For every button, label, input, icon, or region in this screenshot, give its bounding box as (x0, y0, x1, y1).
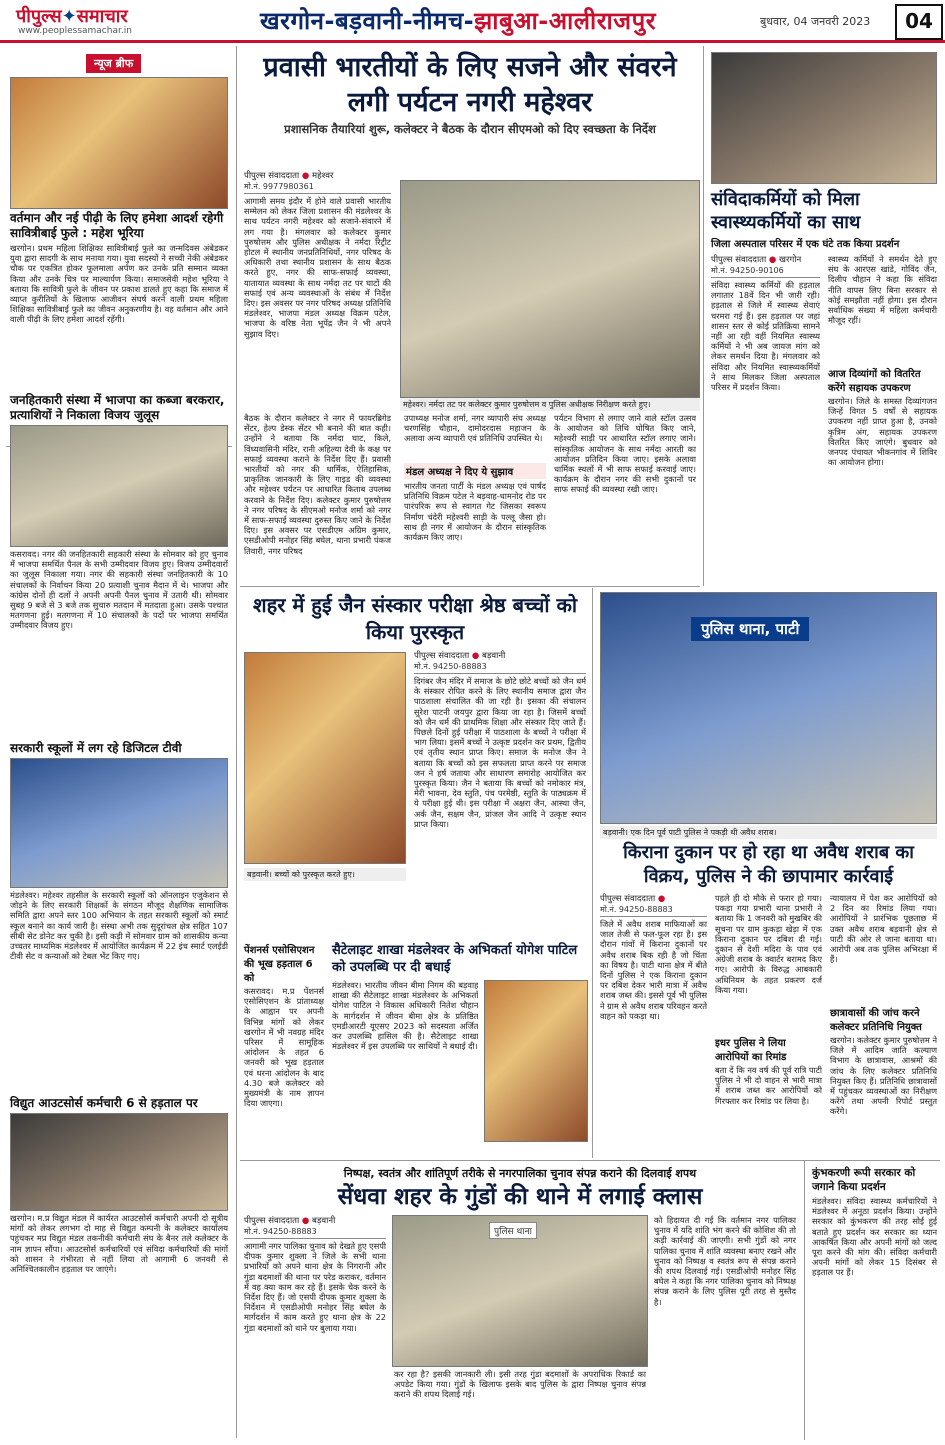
kumbhkaran-protest-story (808, 1164, 941, 1440)
sendhwa-story (240, 1164, 800, 1440)
sendhwa-headline[interactable]: सेंधवा शहर के गुंडों की थाने में लगाई क्लास (337, 1184, 703, 1210)
victory-procession-photo (10, 425, 228, 547)
kumbhkaran-body: मंडलेश्वर। संविदा स्वास्थ्य कर्मचारियों ने मंडलेश्वर में अनूठा प्रदर्शन किया। उन्होंने सरकार को कुंभकरण की तरह सोई हुई बताते हुए प्रदर्शन कर सरकार का ध्यान आकर्षित किया और अपनी मांगों को जल्द पूरा करने की मांग की। संविदा कर्मचारी अपनी मांगों को लेकर 15 दिसंबर से हड़ताल पर हैं। (812, 1196, 937, 1278)
liquor-phone: मो.नं. 94250-88883 (600, 904, 707, 917)
lead-headline[interactable]: प्रवासी भारतीयों के लिए सजने और संवरने लगी पर्यटन नगरी महेश्वर (263, 52, 677, 118)
byline-author: पीपुल्स संवाददाता (244, 1216, 300, 1226)
sendhwa-police-class-photo (392, 1215, 648, 1367)
liquor-body-part1: जिले में अवैध शराब माफियाओं का जाल तेजी से फल-फूल रहा है। इस दौरान गांवों में किराना दुकानों पर अवैध शराब बिक रही है जो चिंता का विषय है। पाटी थाना क्षेत्र में बीते दिनों पुलिस ने एक किराना दुकान पर दबिश देकर भारी मात्रा में अवैध शराब जब्त की। इससे पूर्व भी पुलिस ने ग्राम से अवैध शराब परिवहन करते वाहन को पकड़ा था। (600, 919, 707, 1021)
jain-byline (414, 650, 586, 661)
sendhwa-body-part2: कर रहा है? इसकी जानकारी ली। इसी तरह गुंडा बदमाशों के अपराधिक रिकार्ड का अपडेट किया गया। गुंडों के खिलाफ इसके बाद पुलिस के द्वारा निष्पक्ष चुनाव संपन्न कराने की शपथ दिलाई गई। (394, 1369, 646, 1400)
newspaper-logo[interactable] (16, 4, 128, 28)
pati-police-station-photo (600, 592, 937, 824)
health-body-part1: संविदा स्वास्थ्य कर्मियों की हड़ताल लगातार 18वें दिन भी जारी रही। हड़ताल से जिले में स्वास्थ्य सेवाएं चरमरा गई हैं। इस हड़ताल पर जहां शासन स्तर से कोई प्रतिक्रिया सामने नहीं आ रही वहीं नियमित स्वास्थ्य कर्मियों ने भी अब जायज मांग को लेकर समर्थन दिया है। मंगलवार को संविदा और नियमित स्वास्थ्यकर्मियों ने साथ मिलकर जिला अस्पताल परिसर में प्रदर्शन किया। (711, 280, 820, 393)
satellite-headline[interactable]: सैटेलाइट शाखा मंडलेश्वर के अभिकर्ता योगेश पाटिल को उपलब्धि पर दी बधाई (332, 943, 578, 975)
divider (240, 1160, 940, 1161)
hostel-subhead: छात्रावासों की जांच करने कलेक्टर प्रतिनिधि नियुक्त (830, 1008, 922, 1033)
outsource-employees-photo (10, 1113, 228, 1211)
byline-place: बड़वानी (312, 1216, 336, 1226)
lead-body-part5: पर्यटन विभाग से लगाए जाने वाले स्टॉल उत्सव के आयोजन को तिथि घोषित किए जाने, महेश्वरी साड़ी पर आधारित स्टॉल लगाए जाने। सांस्कृतिक आयोजन के साथ नर्मदा आरती का आयोजन प्रतिदिन किया जाए। इसके अलावा धार्मिक स्थलों में भी साफ सफाई करवाई जाए। कार्यक्रम के दौरान नगर की सभी दुकानों पर साफ सफाई की व्यवस्था रखी जाए। (554, 413, 696, 495)
yogesh-patil-portrait (484, 980, 588, 1142)
lead-phone: मो.नं. 9977980361 (244, 181, 391, 194)
region-banner (260, 4, 656, 37)
health-deck: जिला अस्पताल परिसर में एक घंटे तक किया प्रदर्शन (711, 239, 900, 250)
story-jankalyan-body: कसरावद। नगर की जनहितकारी सहकारी संस्था के सोमवार को हुए चुनाव में भाजपा समर्थित पैनल के सभी उम्मीदवार विजय हुए। विजय उम्मीदवारों का जुलूस निकाला गया। नगर की सहकारी संस्था जनहितकारी के 10 संचालकों के निर्वाचन किया 20 प्रत्याशी चुनाव मैदान में थे। भाजपा और कांग्रेस दोनों ही दलों ने अपनी अपनी पैनल चुनाव में उतारी थी। सोमवार सुबह 9 बजे से 3 बजे तक सुचारु मतदान में मतदाता हुआ। उसके पश्चात मतगणना हुई। मतगणना में 10 संचालकों के पदों पर भाजपा समर्थित उम्मीदवार विजय हुए। (10, 549, 228, 631)
byline-place: महेश्वर (312, 171, 334, 181)
lead-deck: प्रशासनिक तैयारियां शुरू, कलेक्टर ने बैठक के दौरान सीएमओ को दिए स्वच्छता के निर्देश (284, 122, 656, 136)
byline-dot-icon: ● (301, 1216, 310, 1226)
story-digital-tv-body: मंडलेश्वर। महेश्वर तहसील के सरकारी स्कूलों को ऑनलाइन एजुकेशन से जोड़ने के लिए सरकारी शिक्षकों के संगठन मौजूद शैक्षणिक सामाजिक समिति द्वारा अपने स्तर 100 अभियान के तहत सरकारी स्कूलों को स्मार्ट स्कूल बनाने का कार्य जारी है। संस्था अभी तक सुदूरांचल क्षेत्र सहित 107 सीबी सेट डोनेट कर चुकी है। इसी कड़ी में सोमवार ग्राम को शासकीय कन्या उच्चतर माध्यमिक मंडलेश्वर में आयोजित कार्यक्रम में 22 इंच स्मार्ट एलईडी टीवी सेट व कन्याओं को टेबल भेंट किए गए। (10, 890, 228, 962)
jain-phone: मो.नं. 94250-88883 (414, 661, 586, 674)
page-number: 04 (895, 4, 943, 40)
satellite-body: मंडलेश्वर। भारतीय जीवन बीमा निगम की बड़वाह शाखा की सैटेलाइट शाखा मंडलेश्वर के अभिकर्ता योगेश पाटिल ने विकास अधिकारी नितेश चौहान के मार्गदर्शन में जीवन बीमा क्षेत्र के प्रतिष्ठित एमडीआरटी यूएसए 2023 को सदस्यता अर्जित कर उपलब्धि हासिल की है। सैटेलाइट शाखा मंडलेश्वर में इस उपलब्धि पर साथियों ने बधाई दी। (332, 980, 479, 1052)
sendhwa-body-part1: आगामी नगर पालिका चुनाव को देखते हुए एसपी दीपक कुमार शुक्ला ने जिले के सभी थाना प्रभारियों को अपने थाना क्षेत्र के निगरानी और गुंडा बदमाशों की थाना पर परेड कराकर, वर्तमान में वह क्या काम कर रहे हैं। इसके चेक करने के निर्देश दिए हैं। जो एसपी दीपक कुमार शुक्ला के निर्देशन में एसडीओपी मनोहर सिंह बघेल के मार्गदर्शन में काम करते हुए थाना क्षेत्र के 22 गुंडा बदमाशों को थाने पर बुलाया गया। (244, 1241, 386, 1333)
jain-body: दिगंबर जैन मंदिर में समाज के छोटे छोटे बच्चों को जैन धर्म के संस्कार रोपित करने के लिए स्थानीय समाज द्वारा जैन पाठशाला संचालित की जा रही है। इसका की संचालन सुरेश पाटनी जयपुर द्वारा किया जा रहा है। जिसमें बच्चों को जैन धर्म की प्राथमिक शिक्षा और संस्कार दिए जाते हैं। पिछले दिनों हुई परीक्षा में पाठशाला के बच्चों ने परीक्षा में भाग लिया। इसमें बच्चों ने उत्कृष्ट प्रदर्शन कर प्रथम, द्वितीय एवं तृतीय स्थान प्राप्त किए। समाज के मनोज जैन ने बताया कि बच्चों को इस सफलता प्राप्त करने पर समाज जन ने हर्ष जताया और साधारण समारोह आयोजित कर पुरस्कृत किया। जैन ने बताया कि बच्चों को नमोकार मंत्र, मेरी भावना, देव स्तुति, पंच परमेष्ठी, स्तुति के पाठ्यक्रम में ये परीक्षा हुई थी। इस परीक्षा में अक्षरा जैन, आस्था जैन, अर्क जैन, सक्षम जैन, प्रांजल जैन आदि ने उत्कृष्ट स्थान प्राप्त किया। (414, 676, 586, 829)
liquor-subhead: इधर पुलिस ने लिया आरोपियों का रिमांड (715, 1038, 787, 1063)
health-byline (711, 254, 820, 265)
pensioners-headline[interactable]: पेंशनर्स एसोसिएशन की भूख हड़ताल 6 को (244, 945, 315, 984)
byline-author: पीपुल्स संवाददाता (600, 894, 656, 904)
logo-separator-icon: ✦ (61, 6, 77, 27)
byline-place: बड़वानी (482, 651, 506, 661)
left-column (6, 48, 232, 1440)
illegal-liquor-story (596, 590, 941, 1150)
lead-byline (244, 170, 391, 181)
column-divider (236, 46, 237, 1438)
edition-date: बुधवार, 04 जनवरी 2023 (760, 15, 871, 28)
liquor-body-part4: न्यायालय में पेश कर आरोपियों को 2 दिन का रिमांड लिया गया। आरोपियों ने प्रारंभिक पूछताछ में उक्त अवैध शराब बड़वानी क्षेत्र से पाटी की ओर ले जाना बताया था। आरोपी अब तक पुलिस अभिरक्षा में हैं। (830, 893, 937, 965)
story-savitribai-body: खरगोन। प्रथम महिला शिक्षिका सावित्रीबाई फुले का जन्मदिवस अंबेडकर युवा द्वारा सादगी के साथ मनाया गया। युवा सदस्यों ने सच्ची नेकी अंबेडकर चौक पर एकत्रित होकर फूलमाला अर्पण कर उनके प्रति सम्मान व्यक्त किया और उनके चित्र पर माल्यार्पण किया। समाजसेवी महेश भूरिया ने बताया कि सावित्री फुले के जीवन पर प्रकाश डालते हुए कहा कि समाज में व्याप्त कुरीतियों के खिलाफ आजीवन संघर्ष करने वाली प्रथम महिला शिक्षिका सावित्रीबाई फुले का जीवन अनुकरणीय है। वह वर्तमान और आने वाली पीढ़ी के लिए हमेशा आदर्श रहेंगी। (10, 243, 228, 325)
collector-inspection-photo (400, 180, 700, 398)
story-outsource-strike-headline[interactable]: विद्युत आउटसोर्स कर्मचारी 6 से हड़ताल पर (10, 1096, 198, 1110)
lead-body-part2: बैठक के दौरान कलेक्टर ने नगर में फायरब्रिगेड सेंटर, हेल्प डेस्क सेंटर भी बनाने की बात कही। उन्होंने ने बताया कि नर्मदा घाट, किले, विंध्यवासिनी मंदिर, रानी अहिल्या देवी के कक्ष पर सफाई व्यवस्था कराने के निर्देश दिए हैं। प्रवासी भारतीयों को नगर की धार्मिक, ऐतिहासिक, प्राकृतिक जानकारी के लिए गाइड की व्यवस्था और महेश्वर पर्यटन पर आधारित किताब उपलब्ध करवाने के निर्देश दिए। कलेक्टर कुमार पुरुषोत्तम ने नगर परिषद के सीएमओ मनोज शर्मा को नगर में साफ-सफाई व्यवस्था दुरुस्त किए जाने के निर्देश दिए। इस अवसर पर एसडीएम अग्रिम कुमार, एसडीओपी मनोहर सिंह बघेल, थाना प्रभारी पंकज तिवारी, नगर परिषद (244, 413, 391, 556)
logo-right: समाचार (76, 6, 128, 27)
liquor-headline[interactable]: किराना दुकान पर हो रहा था अवैध शराब का विक्रय, पुलिस ने की छापामार कार्रवाई (623, 842, 914, 887)
jain-headline[interactable]: शहर में हुई जैन संस्कार परीक्षा श्रेष्ठ बच्चों को किया पुरस्कृत (252, 593, 578, 644)
lead-subhead: मंडल अध्यक्ष ने दिए ये सुझाव (404, 463, 546, 479)
byline-author: पीपुल्स संवाददाता (414, 651, 470, 661)
logo-left: पीपुल्स (16, 6, 62, 27)
story-jankalyan-headline[interactable]: जनहितकारी संस्था में भाजपा का कब्जा बरकरार, प्रत्याशियों ने निकाला विजय जुलूस (10, 393, 225, 422)
news-brief-tag: न्यूज ब्रीफ (86, 54, 141, 73)
satellite-branch-block (240, 940, 590, 1158)
police-station-sign: पुलिस थाना, पाटी (691, 617, 809, 641)
lead-body-part1: आगामी समय इंदौर में होने वाले प्रवासी भारतीय सम्मेलन को लेकर जिला प्रशासन की मंडलेश्वर के साथ पर्यटन नगरी महेश्वर को सजाने-संवारने में लग गया है। मंगलवार को कलेक्टर कुमार पुरुषोत्तम और पुलिस अधीक्षक ने नर्मदा रिट्रीट होटल में स्थानीय जनप्रतिनिधियों, नगर परिषद के अधिकारी तथा स्थानीय प्रशासन के साथ बैठक करते हुए, नगर की साफ-सफाई व्यवस्था, यातायात व्यवस्था के साथ नर्मदा तट पर घाटों की सफाई एवं अन्य व्यवस्थाओं के संबंध में निर्देश दिए। इस अवसर पर नगर परिषद अध्यक्ष प्रतिनिधि मंडलेश्वर, भाजपा मंडल अध्यक्ष विक्रम पटेल, भाजपा के वरिष्ठ नेता भूपेंद्र जैन ने भी अपने सुझाव दिए। (244, 196, 391, 339)
sendhwa-body-part3: को हिदायत दी गई कि वर्तमान नगर पालिका चुनाव में यदि शांति भंग करने की कोशिश की तो कड़ी कार्रवाई की जाएगी। सभी गुंडों को नगर पालिका चुनाव में शांति व्यवस्था बनाए रखने और चुनाव को निष्पक्ष व स्वतंत्र रूप से संपन्न कराने की शपथ दिलवाई गई। एसडीओपी मनोहर सिंह बघेल ने कहा कि नगर पालिका चुनाव को निष्पक्ष संपन्न कराने के लिए पुलिस पूरी तरह से मुस्तैद है। (654, 1215, 796, 1307)
story-savitribai-headline[interactable]: वर्तमान और नई पीढ़ी के लिए हमेशा आदर्श रहेगी सावित्रीबाई फुले : महेश भूरिया (10, 211, 224, 240)
health-headline[interactable]: संविदाकर्मियों को मिला स्वास्थ्यकर्मियों का साथ (711, 189, 861, 233)
liquor-body-part2: पहले ही दो मौके से फरार हो गया। पकड़ा गया प्रभारी थाना प्रभारी ने बताया कि 1 जनवरी को मुखबिर की सूचना पर ग्राम कुकड़ा खेड़ा में एक किराना दुकान पर दबिश दी गई। दुकान से देशी मदिरा के पाव एवं अंग्रेजी शराब के क्वार्टर बरामद किए गए। आरोपी के विरुद्ध आबकारी अधिनियम के तहत प्रकरण दर्ज किया गया। (715, 893, 822, 995)
jain-photo-caption: बड़वानी। बच्चों को पुरस्कृत करते हुए। (244, 868, 406, 881)
police-photo-caption: बड़वानी। एक दिन पूर्व पाटी पुलिस ने पकड़ी थी अवैध शराब। (600, 826, 937, 839)
lead-body-part3: उपाध्यक्ष मनोज शर्मा, नगर व्यापारी संघ अध्यक्ष चरणसिंह चौहान, दामोदरदास महाजन के अलावा अन्य व्यापारी एवं प्रतिनिधि उपस्थित थे। (404, 413, 546, 444)
lead-body-part4: भारतीय जनता पार्टी के मंडल अध्यक्ष एवं पार्षद प्रतिनिधि विक्रम पटेल ने बड़वाह-धामनोद रोड पर पारंपरिक रूप से स्वागत गेट जिसका स्वरूप निर्माण चंदेरी महेश्वरी साड़ी के पल्लू जैसा हो। साथ ही नगर में आयोजन के दौरान सांस्कृतिक कार्यक्रम किए जाए। (404, 481, 546, 543)
divider (240, 586, 700, 587)
story-digital-tv-headline[interactable]: सरकारी स्कूलों में लग रहे डिजिटल टीवी (10, 741, 182, 755)
column-divider (804, 1160, 805, 1440)
sendhwa-phone: मो.नं. 94250-88883 (244, 1226, 386, 1239)
byline-dot-icon: ● (657, 894, 666, 904)
jain-exam-story (240, 590, 590, 935)
sendhwa-station-sign: पुलिस थाना (489, 1222, 537, 1239)
byline-place: खरगोन (779, 255, 802, 265)
jain-award-photo (244, 652, 406, 864)
pensioners-body: कसरावद। म.प्र पेंशनर्स एसोसिएशन के प्रांताध्यक्ष के आह्वान पर अपनी विभिन्न मांगों को लेकर खरगोन में भी नवग्रह मंदिर परिसर में सामूहिक आंदोलन के तहत 6 जनवरी को भूख हड़ताल एवं धरना आंदोलन के बाद 4.30 बजे कलेक्टर को मुख्यमंत्री के नाम ज्ञापन दिया जाएगा। (244, 986, 324, 1109)
lead-photo-caption: महेश्वर। नर्मदा तट पर कलेक्टर कुमार पुरुषोत्तम व पुलिस अधीक्षक निरीक्षण करते हुए। (400, 398, 700, 411)
digital-tv-donation-photo (10, 758, 228, 888)
region-part-a: खरगोन-बड़वानी-नीमच- (260, 7, 475, 35)
health-body-part3: खरगोन। जिले के समस्त दिव्यांगजन जिन्हें विगत 5 वर्षों से सहायक उपकरण नहीं प्राप्त हुआ है, उनको कृत्रिम अंग, सहायक उपकरण वितरित किए जाएंगे। बुधवार को जनपद पंचायत भीकनगांव में शिविर का आयोजन होगा। (828, 396, 937, 468)
health-workers-story (707, 48, 941, 588)
health-body-part2: स्वास्थ्य कर्मियों ने समर्थन देते हुए संघ के आरएस खांडे, गोविंद जैन, दिलीप चौहान ने कहा कि संविदा नीति वापस लिए बिना सरकार से कोई समझौता नहीं होगा। इस दौरान सर्वाधिक संख्या में महिला कर्मचारी मौजूद रहीं। (828, 254, 937, 326)
health-subhead: आज दिव्यांगों को वितरित करेंगे सहायक उपकरण (828, 369, 921, 394)
masthead (0, 0, 945, 43)
health-phone: मो.नं. 94250-90106 (711, 265, 820, 278)
column-divider (703, 46, 704, 586)
kumbhkaran-headline[interactable]: कुंभकरणी रूपी सरकार को जगाने किया प्रदर्शन (812, 1167, 916, 1193)
hostel-body: खरगोन। कलेक्टर कुमार पुरुषोत्तम ने जिले में आदिम जाति कल्याण विभाग के छात्रावास, आश्रमों की जांच के लिए कलेक्टर प्रतिनिधि नियुक्त किए हैं। प्रतिनिधि छात्रावासों में पहुंचकर व्यवस्थाओं का निरीक्षण करेंगे तथा अपनी रिपोर्ट प्रस्तुत करेंगे। (830, 1035, 937, 1117)
column-divider (592, 588, 593, 1158)
liquor-byline (600, 893, 707, 904)
byline-dot-icon: ● (301, 171, 310, 181)
sendhwa-byline (244, 1215, 386, 1226)
site-url[interactable]: www.peoplessamachar.in (18, 26, 132, 36)
byline-author: पीपुल्स संवाददाता (244, 171, 300, 181)
savitribai-event-photo (10, 77, 228, 209)
byline-author: पीपुल्स संवाददाता (711, 255, 767, 265)
liquor-body-part3: बता दें कि नव वर्ष की पूर्व रात्रि पाटी पुलिस ने भी दो वाहन से भारी मात्रा में शराब जब्त कर आरोपियों को गिरफ्तार कर रिमांड पर लिया है। (715, 1065, 822, 1106)
byline-dot-icon: ● (471, 651, 480, 661)
lead-story (240, 48, 700, 608)
sendhwa-oath-deck: निष्पक्ष, स्वतंत्र और शांतिपूर्ण तरीके से नगरपालिका चुनाव संपन्न कराने की दिलवाई शपथ (343, 1167, 697, 1180)
story-outsource-strike-body: खरगोन। म.प्र विद्युत मंडल में कार्यरत आउटसोर्स कर्मचारी अपनी दो सूत्रीय मांगों को लेकर लगभग दो माह से विद्युत कम्पनी के कलेक्टर कार्यालय पहुंचकर मप्र विद्युत मंडल तकनीकी कर्मचारी संघ के बैनर तले कलेक्टर के नाम ज्ञापन सौंपा। आउटसोर्स कर्मचारियों एवं संविदा कर्मचारियों की मांगों को शासन ने गंभीरता से नहीं लिया तो आगामी 6 जनवरी से अनिश्चितकालीन हड़ताल पर जाएंगे। (10, 1213, 228, 1275)
health-workers-protest-photo (711, 52, 937, 184)
byline-dot-icon: ● (768, 255, 777, 265)
region-part-b: झाबुआ-आलीराजपुर (474, 7, 657, 35)
